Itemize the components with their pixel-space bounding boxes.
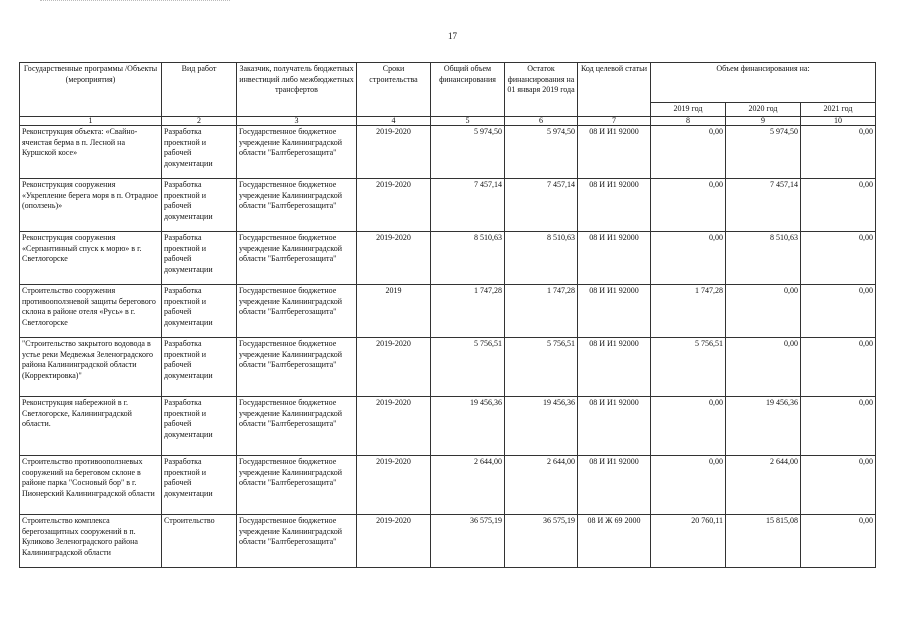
row-2020: 8 510,63 bbox=[726, 232, 801, 285]
row-period: 2019-2020 bbox=[357, 456, 431, 515]
row-remainder: 5 974,50 bbox=[505, 126, 578, 179]
row-code: 08 И И1 92000 bbox=[578, 179, 651, 232]
row-work-type: Строительство bbox=[162, 515, 237, 568]
row-total: 7 457,14 bbox=[431, 179, 505, 232]
header-work-type: Вид работ bbox=[162, 63, 237, 117]
row-work-type: Разработка проектной и рабочей документации bbox=[162, 397, 237, 456]
row-2020: 19 456,36 bbox=[726, 397, 801, 456]
column-number: 7 bbox=[578, 117, 651, 126]
row-period: 2019-2020 bbox=[357, 338, 431, 397]
row-2021: 0,00 bbox=[801, 397, 876, 456]
row-work-type: Разработка проектной и рабочей документации bbox=[162, 232, 237, 285]
header-customer: Заказчик, получатель бюджетных инвестиций либо межбюджетных трансфертов bbox=[237, 63, 357, 117]
row-remainder: 19 456,36 bbox=[505, 397, 578, 456]
column-number: 6 bbox=[505, 117, 578, 126]
column-number: 5 bbox=[431, 117, 505, 126]
table-row bbox=[20, 456, 876, 515]
row-code: 08 И Ж 69 2000 bbox=[578, 515, 651, 568]
row-total: 8 510,63 bbox=[431, 232, 505, 285]
row-2021: 0,00 bbox=[801, 338, 876, 397]
row-code: 08 И И1 92000 bbox=[578, 338, 651, 397]
row-remainder: 36 575,19 bbox=[505, 515, 578, 568]
row-period: 2019-2020 bbox=[357, 126, 431, 179]
row-total: 19 456,36 bbox=[431, 397, 505, 456]
header-total: Общий объем финансирования bbox=[431, 63, 505, 117]
row-work-type: Разработка проектной и рабочей документации bbox=[162, 126, 237, 179]
table-row bbox=[20, 515, 876, 568]
row-2019: 1 747,28 bbox=[651, 285, 726, 338]
row-work-type: Разработка проектной и рабочей документации bbox=[162, 456, 237, 515]
row-customer: Государственное бюджетное учреждение Калининградской области "Балтберегозащита" bbox=[237, 456, 357, 515]
row-2021: 0,00 bbox=[801, 126, 876, 179]
row-name: Строительство противооползневых сооружений на береговом склоне в районе парка "Сосновый бор" в г. Пионерский Калининградской области bbox=[20, 456, 162, 515]
row-2019: 5 756,51 bbox=[651, 338, 726, 397]
header-2019: 2019 год bbox=[651, 103, 726, 117]
row-2021: 0,00 bbox=[801, 285, 876, 338]
row-customer: Государственное бюджетное учреждение Калининградской области "Балтберегозащита" bbox=[237, 232, 357, 285]
row-name: Строительство комплекса берегозащитных сооружений в п. Куликово Зеленоградского района Калининградской области bbox=[20, 515, 162, 568]
row-name: Реконструкция набережной в г. Светлогорске, Калининградской области. bbox=[20, 397, 162, 456]
row-customer: Государственное бюджетное учреждение Калининградской области "Балтберегозащита" bbox=[237, 179, 357, 232]
column-number: 1 bbox=[20, 117, 162, 126]
financing-table bbox=[19, 62, 876, 568]
header-2020: 2020 год bbox=[726, 103, 801, 117]
row-2019: 0,00 bbox=[651, 232, 726, 285]
row-period: 2019-2020 bbox=[357, 232, 431, 285]
row-2019: 0,00 bbox=[651, 126, 726, 179]
header-code: Код целевой статьи bbox=[578, 63, 651, 117]
header-programs: Государственные программы /Объекты (мероприятия) bbox=[20, 63, 162, 117]
row-total: 2 644,00 bbox=[431, 456, 505, 515]
row-total: 5 756,51 bbox=[431, 338, 505, 397]
row-period: 2019-2020 bbox=[357, 515, 431, 568]
header-2021: 2021 год bbox=[801, 103, 876, 117]
table-row bbox=[20, 179, 876, 232]
table-row bbox=[20, 285, 876, 338]
row-period: 2019-2020 bbox=[357, 397, 431, 456]
row-remainder: 1 747,28 bbox=[505, 285, 578, 338]
row-2019: 0,00 bbox=[651, 179, 726, 232]
column-number: 4 bbox=[357, 117, 431, 126]
row-2021: 0,00 bbox=[801, 179, 876, 232]
table-row bbox=[20, 126, 876, 179]
row-2020: 0,00 bbox=[726, 285, 801, 338]
row-code: 08 И И1 92000 bbox=[578, 397, 651, 456]
row-name: "Строительство закрытого водовода в устье реки Медвежья Зеленоградского района Калининградской области (Корректировка)" bbox=[20, 338, 162, 397]
column-number: 3 bbox=[237, 117, 357, 126]
row-remainder: 8 510,63 bbox=[505, 232, 578, 285]
row-2020: 15 815,08 bbox=[726, 515, 801, 568]
column-number: 2 bbox=[162, 117, 237, 126]
row-name: Реконструкция объекта: «Свайно-ячеистая берма в п. Лесной на Куршской косе» bbox=[20, 126, 162, 179]
row-customer: Государственное бюджетное учреждение Калининградской области "Балтберегозащита" bbox=[237, 285, 357, 338]
row-2019: 0,00 bbox=[651, 397, 726, 456]
row-2020: 2 644,00 bbox=[726, 456, 801, 515]
row-work-type: Разработка проектной и рабочей документации bbox=[162, 338, 237, 397]
row-code: 08 И И1 92000 bbox=[578, 232, 651, 285]
row-period: 2019 bbox=[357, 285, 431, 338]
row-total: 36 575,19 bbox=[431, 515, 505, 568]
row-2019: 0,00 bbox=[651, 456, 726, 515]
column-number: 10 bbox=[801, 117, 876, 126]
row-customer: Государственное бюджетное учреждение Калининградской области "Балтберегозащита" bbox=[237, 126, 357, 179]
row-total: 5 974,50 bbox=[431, 126, 505, 179]
scan-artifact bbox=[40, 0, 230, 3]
row-total: 1 747,28 bbox=[431, 285, 505, 338]
row-2019: 20 760,11 bbox=[651, 515, 726, 568]
column-number: 8 bbox=[651, 117, 726, 126]
row-name: Реконструкция сооружения «Серпантинный спуск к морю» в г. Светлогорске bbox=[20, 232, 162, 285]
column-numbers-row bbox=[20, 117, 876, 126]
row-code: 08 И И1 92000 bbox=[578, 126, 651, 179]
row-period: 2019-2020 bbox=[357, 179, 431, 232]
header-financing-group: Объем финансирования на: bbox=[651, 63, 876, 103]
row-2020: 7 457,14 bbox=[726, 179, 801, 232]
row-work-type: Разработка проектной и рабочей документации bbox=[162, 179, 237, 232]
row-remainder: 2 644,00 bbox=[505, 456, 578, 515]
row-2020: 0,00 bbox=[726, 338, 801, 397]
header-period: Сроки строительства bbox=[357, 63, 431, 117]
row-name: Строительство сооружения противооползневой защиты берегового склона в районе отеля «Русь» в г. Светлогорске bbox=[20, 285, 162, 338]
row-customer: Государственное бюджетное учреждение Калининградской области "Балтберегозащита" bbox=[237, 397, 357, 456]
row-2021: 0,00 bbox=[801, 456, 876, 515]
row-2020: 5 974,50 bbox=[726, 126, 801, 179]
row-2021: 0,00 bbox=[801, 232, 876, 285]
table-row bbox=[20, 232, 876, 285]
row-code: 08 И И1 92000 bbox=[578, 456, 651, 515]
row-remainder: 7 457,14 bbox=[505, 179, 578, 232]
row-customer: Государственное бюджетное учреждение Калининградской области "Балтберегозащита" bbox=[237, 338, 357, 397]
row-work-type: Разработка проектной и рабочей документации bbox=[162, 285, 237, 338]
table-row bbox=[20, 338, 876, 397]
row-2021: 0,00 bbox=[801, 515, 876, 568]
header-remainder: Остаток финансирования на 01 января 2019 года bbox=[505, 63, 578, 117]
row-remainder: 5 756,51 bbox=[505, 338, 578, 397]
page-number: 17 bbox=[448, 31, 457, 41]
row-customer: Государственное бюджетное учреждение Калининградской области "Балтберегозащита" bbox=[237, 515, 357, 568]
row-name: Реконструкция сооружения «Укрепление берега моря в п. Отрадное (оползень)» bbox=[20, 179, 162, 232]
column-number: 9 bbox=[726, 117, 801, 126]
table-row bbox=[20, 397, 876, 456]
row-code: 08 И И1 92000 bbox=[578, 285, 651, 338]
